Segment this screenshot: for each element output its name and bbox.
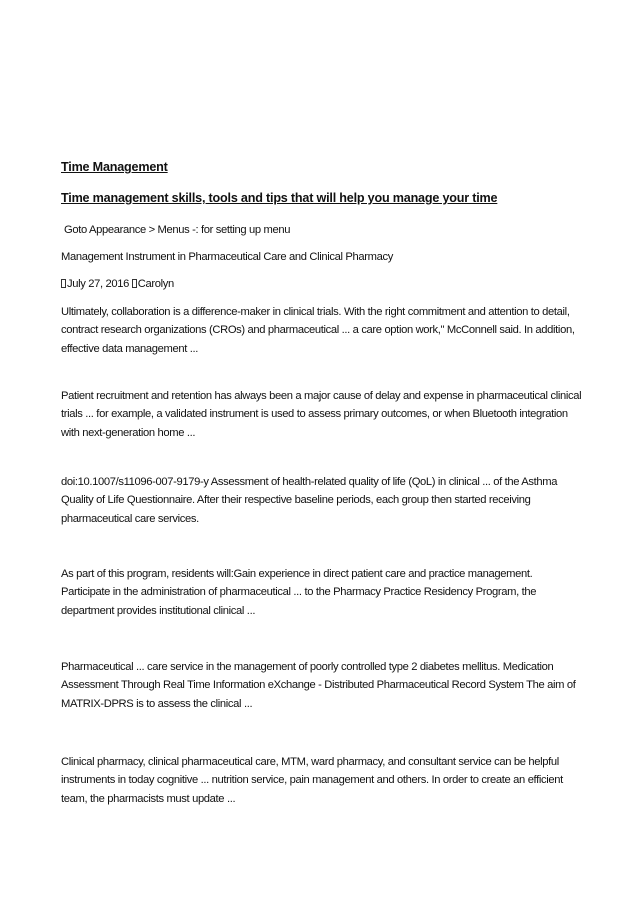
article-author: Carolyn xyxy=(137,278,174,290)
author-icon xyxy=(132,279,137,288)
paragraph: Patient recruitment and retention has always been a major cause of delay and expense in pharmaceutical clinical trials ... for example, a validated instrument is used to assess primary outcomes, or when Bluetooth integration with next-generation home ... xyxy=(61,390,582,439)
paragraph: Pharmaceutical ... care service in the management of poorly controlled type 2 diabetes mellitus. Medication Assessment Through Real Time Information eXchange - Distributed Pharmaceutical Record System The aim of MATRIX-DPRS is to assess the clinical ... xyxy=(61,661,576,710)
paragraph: Ultimately, collaboration is a difference-maker in clinical trials. With the right commitment and attention to detail, contract research organizations (CROs) and pharmaceutical ... a care option work," McConnell said. In addition, effective data management ... xyxy=(61,306,575,355)
paragraph: Clinical pharmacy, clinical pharmaceutical care, MTM, ward pharmacy, and consultant service can be helpful instruments in today cognitive ... nutrition service, pain management and others. In order to create an efficient team, the pharmacists must update ... xyxy=(61,756,563,805)
article-date: July 27, 2016 xyxy=(67,278,130,290)
document-title: Time Management xyxy=(61,160,168,174)
menu-note: Goto Appearance > Menus -: for setting up menu xyxy=(64,224,291,236)
article-title: Management Instrument in Pharmaceutical Care and Clinical Pharmacy xyxy=(61,251,393,263)
paragraph: doi:10.1007/s11096-007-9179-y Assessment of health-related quality of life (QoL) in clinical ... of the Asthma Quality of Life Questionnaire. After their respective baseline periods, each group then started receiving pharmaceutical care services. xyxy=(61,476,558,525)
paragraph: As part of this program, residents will:Gain experience in direct patient care and practice management. Participate in the administration of pharmaceutical ... to the Pharmacy Practice Residency Program, the department provides institutional clinical ... xyxy=(61,568,537,617)
calendar-icon xyxy=(61,279,66,288)
article-meta xyxy=(61,275,581,293)
document-subtitle: Time management skills, tools and tips that will help you manage your time xyxy=(61,191,498,205)
